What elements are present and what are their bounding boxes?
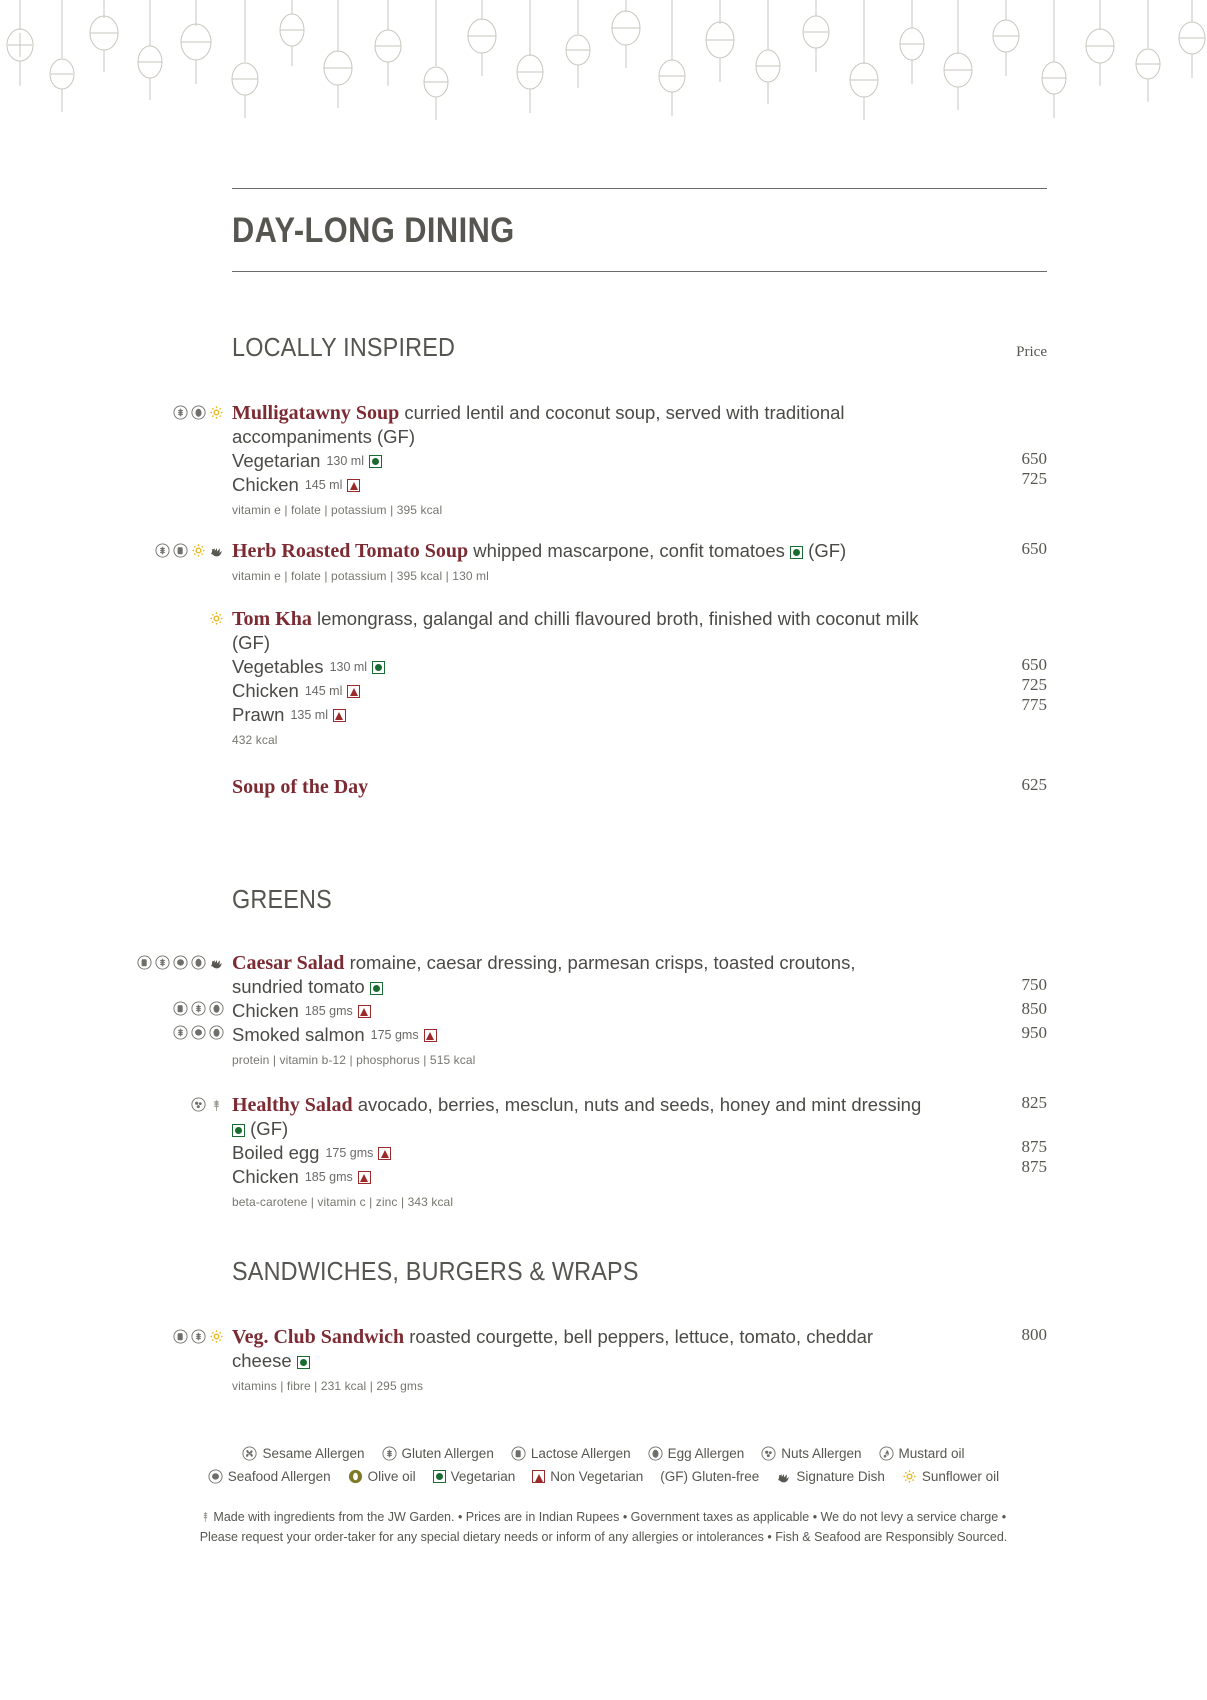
- lactose-allergen-icon: [173, 543, 188, 558]
- section-greens: [0, 884, 1207, 1209]
- vegetarian-mark-icon: [790, 546, 803, 559]
- allergen-icon-group: [0, 1023, 232, 1040]
- non-vegetarian-mark-icon: [358, 1171, 371, 1184]
- legend-label: Lactose Allergen: [530, 1446, 631, 1461]
- variant-quantity: 185 gms: [304, 1004, 353, 1018]
- menu-item[interactable]: [0, 1093, 1207, 1209]
- variant-row[interactable]: [232, 1165, 926, 1189]
- dish-name: Healthy Salad: [232, 1094, 353, 1116]
- dish-name: Soup of the Day: [232, 776, 369, 798]
- legend-sesame: [242, 1446, 364, 1461]
- egg-allergen-icon: [191, 405, 206, 420]
- egg-allergen-icon: [209, 1025, 224, 1040]
- vegetarian-mark-icon: [433, 1470, 446, 1483]
- legend-mustard: [879, 1446, 965, 1461]
- lactose-allergen-icon: [173, 1329, 188, 1344]
- dish-description-line: [232, 1325, 926, 1373]
- page-title-block: [232, 188, 1047, 272]
- dish-description-line: [232, 1093, 926, 1141]
- dish-description-line: [232, 539, 926, 563]
- price-stack: [932, 539, 1207, 559]
- gluten-allergen-icon: [173, 1025, 188, 1040]
- dish-description-line: [232, 607, 926, 655]
- variant-price: 650: [1021, 449, 1047, 468]
- price-column-header: Price: [1016, 344, 1047, 360]
- gluten-free-tag: (GF): [808, 540, 847, 561]
- variant-price: 875: [1021, 1137, 1047, 1156]
- variant-row[interactable]: [0, 1023, 1207, 1067]
- variant-price: 875: [1021, 1157, 1047, 1176]
- dish-description: avocado, berries, mesclun, nuts and seeds, honey and mint dressing: [357, 1094, 922, 1115]
- vegetarian-mark-icon: [372, 661, 385, 674]
- gluten-free-tag: (GF): [250, 1118, 289, 1139]
- legend-signature-dish: [776, 1469, 885, 1484]
- variant-label: Chicken: [232, 680, 299, 701]
- gluten-allergen-icon: [191, 1001, 206, 1016]
- variant-row[interactable]: [232, 703, 926, 727]
- menu-item[interactable]: [0, 539, 1207, 583]
- allergen-icon-group: [0, 607, 232, 626]
- section-title: SANDWICHES, BURGERS & WRAPS: [232, 1256, 639, 1286]
- dish-description-line: [232, 775, 926, 799]
- sesame-allergen-icon: [242, 1446, 257, 1461]
- legend-label: Mustard oil: [898, 1446, 965, 1461]
- dish-description-line: [232, 401, 926, 449]
- legend-label: Vegetarian: [450, 1469, 516, 1484]
- item-price: 650: [1021, 539, 1047, 558]
- variant-label: Prawn: [232, 704, 285, 725]
- dish-description: curried lentil and coconut soup, served with traditional accompaniments (GF): [232, 402, 845, 447]
- egg-allergen-icon: [648, 1446, 663, 1461]
- disclaimer-line-1: [0, 1508, 1207, 1528]
- nutrition-info: 432 kcal: [232, 733, 278, 747]
- non-vegetarian-mark-icon: [347, 479, 360, 492]
- legend-vegetarian: [433, 1469, 516, 1484]
- variant-quantity: 175 gms: [325, 1146, 374, 1160]
- dish-description: roasted courgette, bell peppers, lettuce, tomato, cheddar cheese: [232, 1326, 874, 1371]
- nutrition-info: protein | vitamin b-12 | phosphorus | 515 kcal: [232, 1053, 476, 1067]
- legend-label: Non Vegetarian: [550, 1469, 644, 1484]
- item-price: 825: [1021, 1093, 1047, 1112]
- signature-dish-icon: [776, 1469, 791, 1484]
- legend-label: Gluten Allergen: [401, 1446, 494, 1461]
- lactose-allergen-icon: [173, 1001, 188, 1016]
- lantern-decoration: [0, 0, 1207, 140]
- legend-seafood: [208, 1469, 331, 1484]
- legend-label: (GF) Gluten-free: [660, 1469, 760, 1484]
- variant-label: Vegetarian: [232, 450, 321, 471]
- vegetarian-mark-icon: [370, 982, 383, 995]
- egg-allergen-icon: [191, 955, 206, 970]
- non-vegetarian-mark-icon: [333, 709, 346, 722]
- legend-olive-oil: [348, 1469, 416, 1484]
- sunflower-oil-icon: [209, 611, 224, 626]
- allergen-icon-group: [0, 775, 232, 779]
- item-price: 750: [1021, 975, 1047, 994]
- vegetarian-mark-icon: [232, 1124, 245, 1137]
- lactose-allergen-icon: [511, 1446, 526, 1461]
- disclaimer-text-1: Made with ingredients from the JW Garden. • Prices are in Indian Rupees • Government taxes as applicable • We do not levy a service charge •: [213, 1510, 1007, 1524]
- gluten-allergen-icon: [173, 405, 188, 420]
- item-price: 625: [1021, 775, 1047, 794]
- variant-quantity: 185 gms: [304, 1170, 353, 1184]
- variant-label: Smoked salmon: [232, 1024, 365, 1045]
- vegetarian-mark-icon: [369, 455, 382, 468]
- legend-non-vegetarian: [532, 1469, 643, 1484]
- gluten-allergen-icon: [155, 543, 170, 558]
- variant-price: 725: [1021, 469, 1047, 488]
- olive-oil-icon: [348, 1469, 363, 1484]
- nutrition-info: vitamin e | folate | potassium | 395 kcal: [232, 503, 443, 517]
- legend-nuts: [761, 1446, 861, 1461]
- legend-gluten: [382, 1446, 494, 1461]
- variant-row[interactable]: [232, 679, 926, 703]
- variant-label: Chicken: [232, 1000, 299, 1021]
- legend-lactose: [511, 1446, 631, 1461]
- variant-row[interactable]: [232, 473, 926, 497]
- legend-gluten-free: [660, 1469, 759, 1484]
- dish-name: Herb Roasted Tomato Soup: [232, 540, 469, 562]
- dish-name: Mulligatawny Soup: [232, 402, 400, 424]
- non-vegetarian-mark-icon: [358, 1005, 371, 1018]
- variant-label: Boiled egg: [232, 1142, 320, 1163]
- price-stack: [932, 607, 1207, 715]
- legend-label: Sesame Allergen: [262, 1446, 365, 1461]
- allergen-icon-group: [0, 539, 232, 558]
- variant-price: 950: [1021, 1023, 1047, 1042]
- variant-row[interactable]: [0, 999, 1207, 1023]
- page-title: DAY-LONG DINING: [232, 211, 515, 250]
- menu-item-body: [232, 951, 932, 999]
- price-stack: [932, 1325, 1207, 1345]
- legend-label: Sunflower oil: [921, 1469, 1000, 1484]
- legend-label: Olive oil: [367, 1469, 416, 1484]
- variant-label: Chicken: [232, 1166, 299, 1187]
- title-rule-bottom: [232, 271, 1047, 272]
- seafood-allergen-icon: [208, 1469, 223, 1484]
- nuts-allergen-icon: [761, 1446, 776, 1461]
- variant-row[interactable]: [232, 655, 926, 679]
- legend-label: Nuts Allergen: [781, 1446, 862, 1461]
- gluten-allergen-icon: [382, 1446, 397, 1461]
- dish-name: Caesar Salad: [232, 952, 345, 974]
- menu-item-body: [232, 401, 932, 517]
- jw-garden-leaf-icon: [209, 1097, 224, 1112]
- menu-item[interactable]: [0, 1325, 1207, 1393]
- section-header: [232, 332, 1047, 363]
- legend-sunflower-oil: [902, 1469, 999, 1484]
- footer-disclaimer: [0, 1508, 1207, 1547]
- gluten-allergen-icon: [191, 1329, 206, 1344]
- variant-price-cell: [932, 999, 1207, 1019]
- variant-price: 775: [1021, 695, 1047, 714]
- signature-dish-icon: [209, 955, 224, 970]
- price-stack: [932, 951, 1207, 995]
- section-header: [232, 884, 1047, 915]
- dish-description-line: [232, 951, 926, 999]
- legend-row-2: [0, 1469, 1207, 1484]
- variant-price: 725: [1021, 675, 1047, 694]
- menu-item-body: [232, 775, 932, 799]
- menu-item[interactable]: [0, 401, 1207, 517]
- seafood-allergen-icon: [173, 955, 188, 970]
- dish-name: Tom Kha: [232, 608, 312, 630]
- menu-item-body: [232, 1093, 932, 1209]
- jw-garden-leaf-icon: [201, 1509, 210, 1528]
- sunflower-oil-icon: [191, 543, 206, 558]
- variant-row[interactable]: [232, 1141, 926, 1165]
- allergen-icon-group: [0, 401, 232, 420]
- nutrition-info: vitamins | fibre | 231 kcal | 295 gms: [232, 1379, 424, 1393]
- menu-item[interactable]: [0, 951, 1207, 1067]
- lactose-allergen-icon: [137, 955, 152, 970]
- section-title: GREENS: [232, 884, 332, 914]
- menu-item-body: [232, 607, 932, 747]
- section-title: LOCALLY INSPIRED: [232, 332, 456, 362]
- dish-description: lemongrass, galangal and chilli flavoured broth, finished with coconut milk (GF): [232, 608, 919, 653]
- variant-quantity: 135 ml: [290, 708, 328, 722]
- allergen-icon-group: [0, 999, 232, 1016]
- variant-price-cell: [932, 1023, 1207, 1043]
- legend-label: Signature Dish: [796, 1469, 885, 1484]
- nuts-allergen-icon: [191, 1097, 206, 1112]
- variant-quantity: 145 ml: [304, 684, 343, 698]
- non-vegetarian-mark-icon: [532, 1470, 545, 1483]
- variant-quantity: 130 ml: [326, 454, 364, 468]
- non-vegetarian-mark-icon: [424, 1029, 437, 1042]
- nutrition-info: vitamin e | folate | potassium | 395 kcal | 130 ml: [232, 569, 489, 583]
- variant-row[interactable]: [232, 449, 926, 473]
- disclaimer-line-2: Please request your order-taker for any special dietary needs or inform of any allergies or intolerances • Fish & Seafood are Responsibly Sourced.: [199, 1530, 1008, 1544]
- section-locally-inspired: [0, 332, 1207, 799]
- price-stack: [932, 775, 1207, 795]
- signature-dish-icon: [209, 543, 224, 558]
- sunflower-oil-icon: [902, 1469, 917, 1484]
- variant-quantity: 130 ml: [329, 660, 368, 674]
- sunflower-oil-icon: [209, 1329, 224, 1344]
- non-vegetarian-mark-icon: [347, 685, 360, 698]
- legend-label: Egg Allergen: [667, 1446, 745, 1461]
- variant-label: Chicken: [232, 474, 299, 495]
- price-stack: [932, 401, 1207, 489]
- mustard-oil-icon: [879, 1446, 894, 1461]
- seafood-allergen-icon: [191, 1025, 206, 1040]
- variant-quantity: 145 ml: [304, 478, 343, 492]
- dish-description: whipped mascarpone, confit tomatoes: [473, 540, 785, 561]
- allergen-icon-group: [0, 1325, 232, 1344]
- allergen-icon-group: [0, 1093, 232, 1112]
- allergen-icon-group: [0, 951, 232, 970]
- price-stack: [932, 1093, 1207, 1177]
- menu-item[interactable]: [0, 607, 1207, 747]
- sunflower-oil-icon: [209, 405, 224, 420]
- section-sandwiches-burgers-wraps: [0, 1256, 1207, 1393]
- dish-name: Veg. Club Sandwich: [232, 1326, 405, 1348]
- menu-item-body: [232, 539, 932, 583]
- menu-item[interactable]: [0, 775, 1207, 799]
- section-header: [232, 1256, 1047, 1287]
- dish-description: romaine, caesar dressing, parmesan crisps, toasted croutons, sundried tomato: [232, 952, 856, 997]
- item-price: 800: [1021, 1325, 1047, 1344]
- vegetarian-mark-icon: [297, 1356, 310, 1369]
- variant-label: Vegetables: [232, 656, 324, 677]
- menu-item-body: [232, 1325, 932, 1393]
- variant-price: 650: [1021, 655, 1047, 674]
- legend-row-1: [0, 1446, 1207, 1461]
- variant-price: 850: [1021, 999, 1047, 1018]
- non-vegetarian-mark-icon: [378, 1147, 391, 1160]
- allergen-legend: [0, 1446, 1207, 1492]
- legend-label: Seafood Allergen: [227, 1469, 331, 1484]
- gluten-allergen-icon: [155, 955, 170, 970]
- nutrition-info: beta-carotene | vitamin c | zinc | 343 kcal: [232, 1195, 454, 1209]
- egg-allergen-icon: [209, 1001, 224, 1016]
- variant-quantity: 175 gms: [370, 1028, 419, 1042]
- legend-egg: [648, 1446, 745, 1461]
